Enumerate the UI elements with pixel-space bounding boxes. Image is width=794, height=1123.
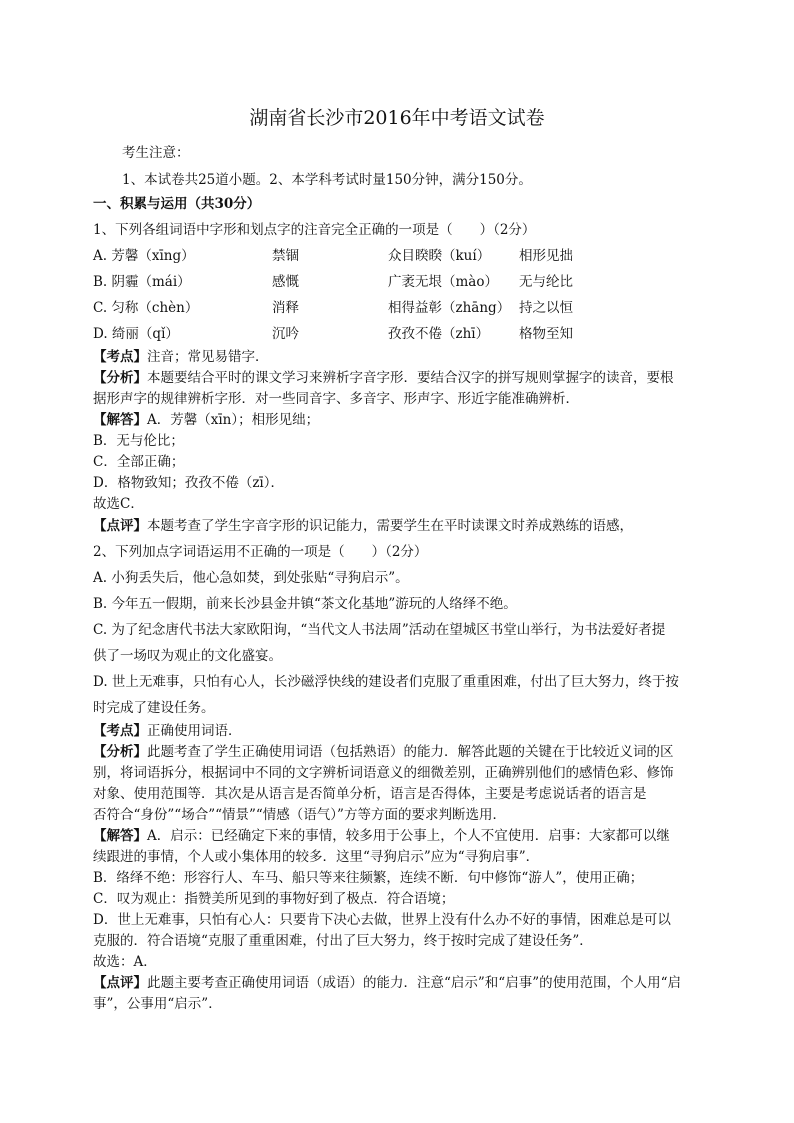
q2-jieda — [93, 826, 670, 846]
q2-fenxi-line: 别，将词语拆分，根据词中不同的文字辨析词语意义的细微差别，正确辨别他们的感情色彩、修饰 — [93, 765, 674, 781]
kaodian-tag: 【考点】 — [93, 349, 147, 365]
question-1-stem: 1、下列各组词语中字形和划点字的注音完全正确的一项是（ ）（2分） — [93, 222, 536, 238]
q2-kaodian — [93, 721, 242, 741]
question-2-option-d: D. 世上无难事，只怕有心人，长沙磁浮快线的建设者们克服了重重困难，付出了巨大努力，终于按 — [93, 674, 679, 690]
q1-fenxi — [93, 368, 674, 388]
option-cell: 禁锢 — [272, 248, 299, 264]
q1-jieda-line: C．全部正确； — [93, 454, 185, 470]
option-cell: 广袤无垠（mào） — [388, 274, 498, 290]
jieda-tag: 【解答】 — [93, 412, 147, 428]
option-cell: 感慨 — [272, 274, 299, 290]
question-2-option-b: B. 今年五一假期，前来长沙县金井镇“茶文化基地”游玩的人络绎不绝。 — [93, 596, 517, 612]
question-2-option-a: A. 小狗丢失后，他心急如焚，到处张贴“寻狗启示”。 — [93, 570, 409, 586]
question-2-option-d-cont: 时完成了建设任务。 — [93, 700, 215, 716]
q2-dianping-line: 事”，公事用“启示”． — [93, 996, 222, 1012]
notice-text: 1、本试卷共25道小题。2、本学科考试时量150分钟，满分150分。 — [122, 172, 532, 188]
q1-kaodian — [93, 347, 269, 367]
option-cell: 相形见拙 — [519, 248, 573, 264]
question-2-stem: 2、下列加点字词语运用不正确的一项是（ ）（2分） — [93, 544, 428, 560]
dianping-text: 本题考查了学生字音字形的识记能力，需要学生在平时读课文时养成熟练的语感， — [147, 518, 633, 534]
fenxi-tag: 【分析】 — [93, 744, 147, 760]
jieda-text: A．启示：已经确定下来的事情，较多用于公事上，个人不宜使用．启事：大家都可以继 — [147, 828, 670, 844]
q1-dianping — [93, 516, 633, 536]
dianping-text: 此题主要考查正确使用词语（成语）的能力．注意“启示”和“启事”的使用范围，个人用“启 — [147, 975, 682, 991]
q2-jieda-line: B．络绎不绝：形容行人、车马、船只等来往频繁，连续不断．句中修饰“游人”，使用正确； — [93, 870, 644, 886]
q1-jieda-line: 故选C． — [93, 496, 144, 512]
q2-jieda-line: 续跟进的事情，个人或小集体用的较多．这里“寻狗启示”应为“寻狗启事”． — [93, 849, 540, 865]
option-cell: 孜孜不倦（zhī） — [388, 326, 490, 342]
q2-fenxi-line: 否符合“身份”“场合”“情景”“情感（语气）”方等方面的要求判断选用． — [93, 807, 506, 823]
q2-dianping — [93, 973, 681, 993]
option-cell: 无与纶比 — [519, 274, 573, 290]
kaodian-text: 注音；常见易错字． — [147, 349, 269, 365]
kaodian-text: 正确使用词语． — [147, 723, 242, 739]
dianping-tag: 【点评】 — [93, 975, 147, 991]
page-title: 湖南省长沙市2016年中考语文试卷 — [249, 107, 545, 129]
q2-jieda-line: D．世上无难事，只怕有心人：只要肯下决心去做，世界上没有什么办不好的事情，困难总是可以 — [93, 912, 671, 928]
option-cell: 格物至知 — [519, 326, 573, 342]
fenxi-text: 此题考查了学生正确使用词语（包括熟语）的能力．解答此题的关键在于比较近义词的区 — [147, 744, 674, 760]
question-2-option-c-cont: 供了一场叹为观止的文化盛宴。 — [93, 648, 282, 664]
q2-fenxi — [93, 742, 674, 762]
q2-jieda-line: 克服的．符合语境“克服了重重困难，付出了巨大努力，终于按时完成了建设任务”． — [93, 933, 593, 949]
jieda-text: A．芳馨（xīn）；相形见绌； — [147, 412, 320, 428]
kaodian-tag: 【考点】 — [93, 723, 147, 739]
q1-jieda — [93, 410, 319, 430]
jieda-tag: 【解答】 — [93, 828, 147, 844]
q2-jieda-line: 故选：A． — [93, 954, 157, 970]
notice-label: 考生注意： — [122, 145, 190, 161]
option-cell: 沉吟 — [272, 326, 299, 342]
option-cell: B. 阴霾（mái） — [93, 274, 191, 290]
option-cell: C. 匀称（chèn） — [93, 300, 199, 316]
option-cell: 持之以恒 — [519, 300, 573, 316]
option-cell: D. 绮丽（qǐ） — [93, 326, 179, 342]
q1-jieda-line: B．无与伦比； — [93, 433, 184, 449]
q1-jieda-line: D．格物致知；孜孜不倦（zī）． — [93, 475, 285, 491]
q2-fenxi-line: 对象、使用范围等．其次是从语言是否简单分析，语言是否得体，主要是考虑说话者的语言是 — [93, 786, 647, 802]
q2-jieda-line: C．叹为观止：指赞美所见到的事物好到了极点．符合语境； — [93, 891, 455, 907]
option-cell: 相得益彰（zhāng） — [388, 300, 511, 316]
option-cell: 消释 — [272, 300, 299, 316]
dianping-tag: 【点评】 — [93, 518, 147, 534]
option-cell: 众目睽睽（kuí） — [388, 248, 491, 264]
question-2-option-c: C. 为了纪念唐代书法大家欧阳询，“当代文人书法周”活动在望城区书堂山举行，为书法爱好者提 — [93, 622, 666, 638]
fenxi-tag: 【分析】 — [93, 370, 147, 386]
fenxi-text: 本题要结合平时的课文学习来辨析字音字形．要结合汉字的拼写规则掌握字的读音，要根 — [147, 370, 674, 386]
q1-fenxi-line: 据形声字的规律辨析字形．对一些同音字、多音字、形声字、形近字能准确辨析． — [93, 391, 579, 407]
section-heading: 一、积累与运用（共30分） — [93, 196, 261, 212]
option-cell: A. 芳馨（xīng） — [93, 248, 195, 264]
